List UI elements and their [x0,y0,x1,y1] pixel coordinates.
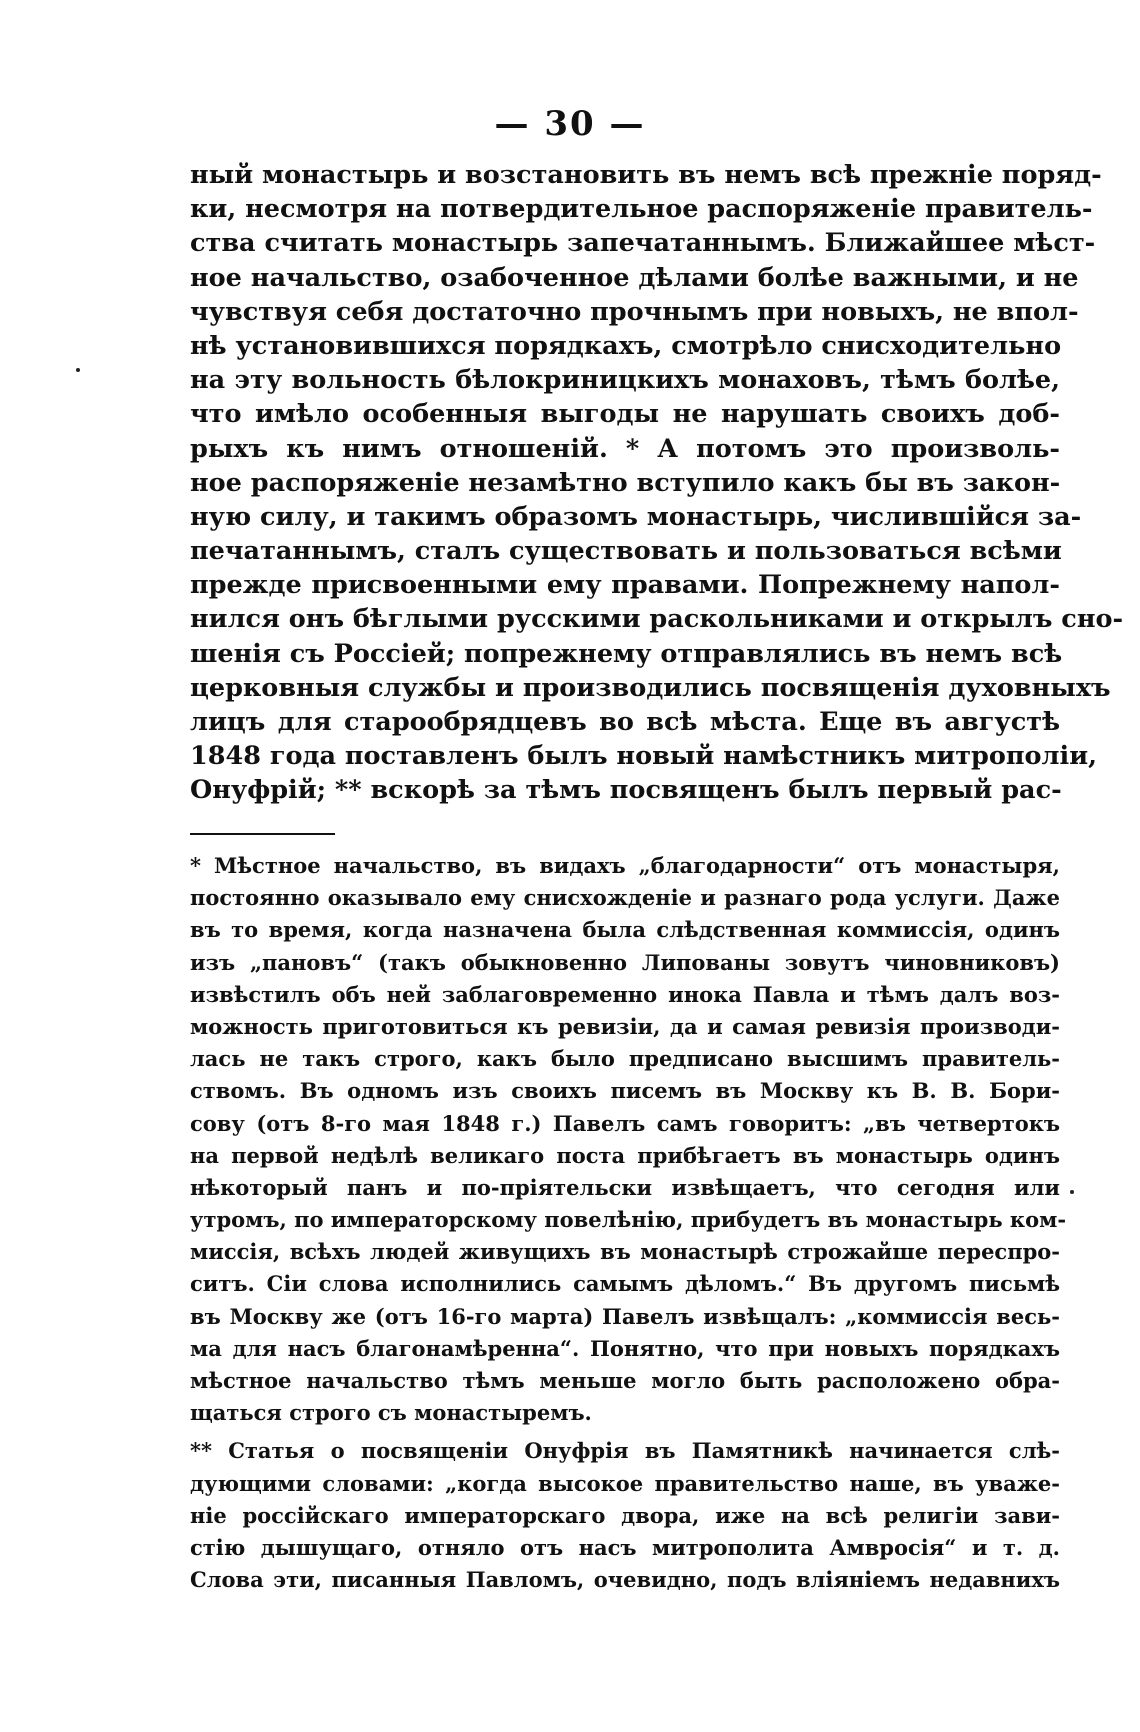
text-line: изъ „пановъ“ (такъ обыкновенно Липованы зовутъ чиновниковъ) [190,949,1060,975]
text-line: въ то время, когда назначена была слѣдственная коммиссія, одинъ [190,917,1060,943]
footnote-1 [190,850,1067,1429]
text-line: дующими словами: „когда высокое правительство наше, въ уваже- [190,1470,1060,1496]
text-line: извѣстилъ объ ней заблаговременно инока Павла и тѣмъ далъ воз- [190,981,1060,1007]
text-line: ную силу, и такимъ образомъ монастырь, числившійся за- [190,501,1082,532]
text-line: ніе россійскаго императорскаго двора, иже на всѣ религіи зави- [190,1502,1060,1528]
footnote-2 [190,1435,1060,1596]
margin-speck [1070,1190,1074,1194]
text-line: стію дышущаго, отняло отъ насъ митрополита Амвросія“ и т. д. [190,1534,1060,1560]
text-line: рыхъ къ нимъ отношеній. * А потомъ это произволь- [190,433,1060,464]
footnotes [190,850,1067,1596]
text-line: ки, несмотря на потвердительное распоряженіе правитель- [190,194,1093,225]
text-line: Онуфрій; ** вскорѣ за тѣмъ посвященъ былъ первый рас- [190,775,1062,806]
text-line: миссія, всѣхъ людей живущихъ въ монастырѣ строжайше переспро- [190,1239,1060,1265]
text-line: Слова эти, писанныя Павломъ, очевидно, подъ вліяніемъ недавнихъ [190,1567,1060,1593]
footnote-divider [190,833,335,835]
text-line: ствомъ. Въ одномъ изъ своихъ писемъ въ Москву къ В. В. Бори- [190,1078,1060,1104]
text-line: ный монастырь и возстановить въ немъ всѣ прежніе поряд- [190,160,1102,190]
text-line: щаться строго съ монастыремъ. [190,1400,592,1426]
text-line: постоянно оказывало ему снисхожденіе и разнаго рода услуги. Даже [190,885,1060,911]
text-line: нѣ установившихся порядкахъ, смотрѣло снисходительно [190,330,1062,361]
text-line: ма для насъ благонамѣренна“. Понятно, что при новыхъ порядкахъ [190,1335,1060,1361]
text-line: нѣкоторый панъ и по-пріятельски извѣщаетъ, что сегодня или [190,1174,1060,1200]
text-line: 1848 года поставленъ былъ новый намѣстникъ митрополіи, [190,741,1098,772]
text-line: нился онъ бѣглыми русскими раскольниками и открылъ сно- [190,604,1124,635]
main-text [190,158,1124,808]
text-line: на эту вольность бѣлокриницкихъ монаховъ, тѣмъ болѣе, [190,365,1060,396]
text-line: чувствуя себя достаточно прочнымъ при новыхъ, не впол- [190,296,1079,327]
text-line: церковныя службы и производились посвященія духовныхъ [190,672,1111,703]
page-number: — 30 — [494,104,646,144]
text-line: утромъ, по императорскому повелѣнію, прибудетъ въ монастырь ком- [190,1207,1067,1233]
text-line: ное начальство, озабоченное дѣлами болѣе важными, и не [190,262,1079,293]
text-line: въ Москву же (отъ 16-го марта) Павелъ извѣщалъ: „коммиссія весь- [190,1303,1060,1329]
text-line: * Мѣстное начальство, въ видахъ „благодарности“ отъ монастыря, [190,853,1060,878]
text-line: лицъ для старообрядцевъ во всѣ мѣста. Еще въ августѣ [190,707,1060,737]
text-line: можность приготовиться къ ревизіи, да и самая ревизія производи- [190,1013,1060,1039]
text-line: мѣстное начальство тѣмъ меньше могло быть расположено обра- [190,1368,1060,1393]
text-line: сову (отъ 8-го мая 1848 г.) Павелъ самъ говоритъ: „въ четвертокъ [190,1110,1060,1136]
text-line: ства считать монастырь запечатаннымъ. Ближайшее мѣст- [190,228,1096,259]
text-line: печатаннымъ, сталъ существовать и пользоваться всѣми [190,536,1062,567]
text-line: что имѣло особенныя выгоды не нарушать своихъ доб- [190,399,1060,430]
text-line: ** Статья о посвященіи Онуфрія въ Памятникѣ начинается слѣ- [190,1438,1060,1464]
text-line: ное распоряженіе незамѣтно вступило какъ бы въ закон- [190,467,1061,498]
text-line: ситъ. Сіи слова исполнились самымъ дѣломъ.“ Въ другомъ письмѣ [190,1271,1060,1297]
text-line: прежде присвоенными ему правами. Попрежнему напол- [190,570,1060,601]
margin-speck [76,368,80,372]
text-line: на первой недѣлѣ великаго поста прибѣгаетъ въ монастырь одинъ [190,1142,1060,1168]
text-line: шенія съ Россіей; попрежнему отправлялись въ немъ всѣ [190,638,1063,669]
text-line: лась не такъ строго, какъ было предписано высшимъ правитель- [190,1046,1060,1072]
